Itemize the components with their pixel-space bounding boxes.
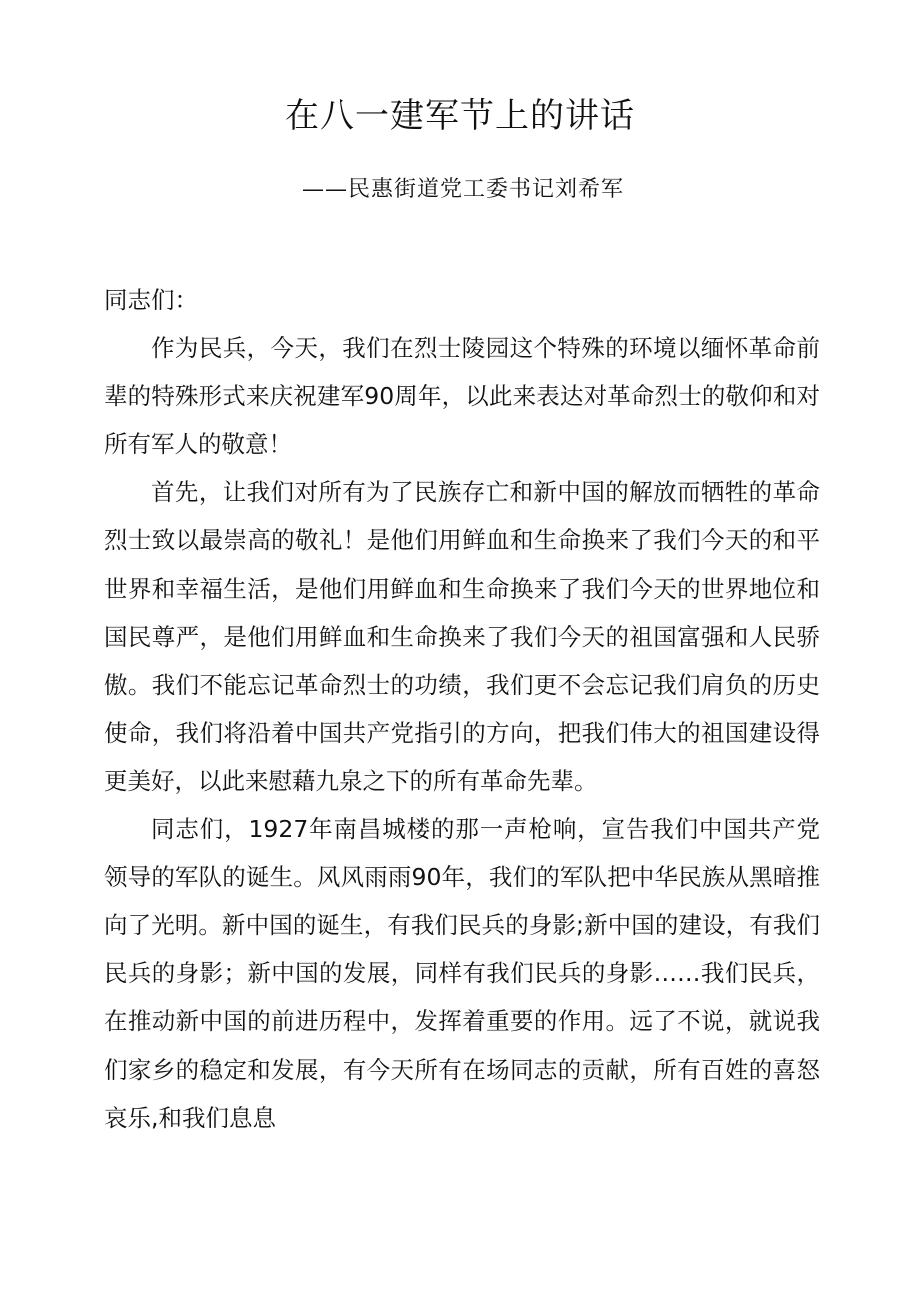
document-body <box>104 276 820 1142</box>
greeting: 同志们： <box>104 286 198 314</box>
paragraph: 作为民兵，今天，我们在烈士陵园这个特殊的环境以缅怀革命前辈的特殊形式来庆祝建军90周年，以此来表达对革命烈士的敬仰和对所有军人的敬意！ <box>104 334 820 459</box>
paragraph: 同志们，1927年南昌城楼的那一声枪响，宣告我们中国共产党领导的军队的诞生。风风雨雨90年，我们的军队把中华民族从黑暗推向了光明。新中国的诞生，有我们民兵的身影;新中国的建设，有我们民兵的身影；新中国的发展，同样有我们民兵的身影……我们民兵，在推动新中国的前进历程中，发挥着重要的作用。远了不说，就说我们家乡的稳定和发展，有今天所有在场同志的贡献，所有百姓的喜怒哀乐,和我们息息 <box>104 815 820 1132</box>
paragraph: 首先，让我们对所有为了民族存亡和新中国的解放而牺牲的革命烈士致以最崇高的敬礼！是他们用鲜血和生命换来了我们今天的和平世界和幸福生活，是他们用鲜血和生命换来了我们今天的世界地位和国民尊严，是他们用鲜血和生命换来了我们今天的祖国富强和人民骄傲。我们不能忘记革命烈士的功绩，我们更不会忘记我们肩负的历史使命，我们将沿着中国共产党指引的方向，把我们伟大的祖国建设得更美好，以此来慰藉九泉之下的所有革命先辈。 <box>104 478 820 795</box>
document-subtitle: ——民惠街道党工委书记刘希军 <box>301 177 624 202</box>
document-title: 在八一建军节上的讲话 <box>285 96 635 136</box>
